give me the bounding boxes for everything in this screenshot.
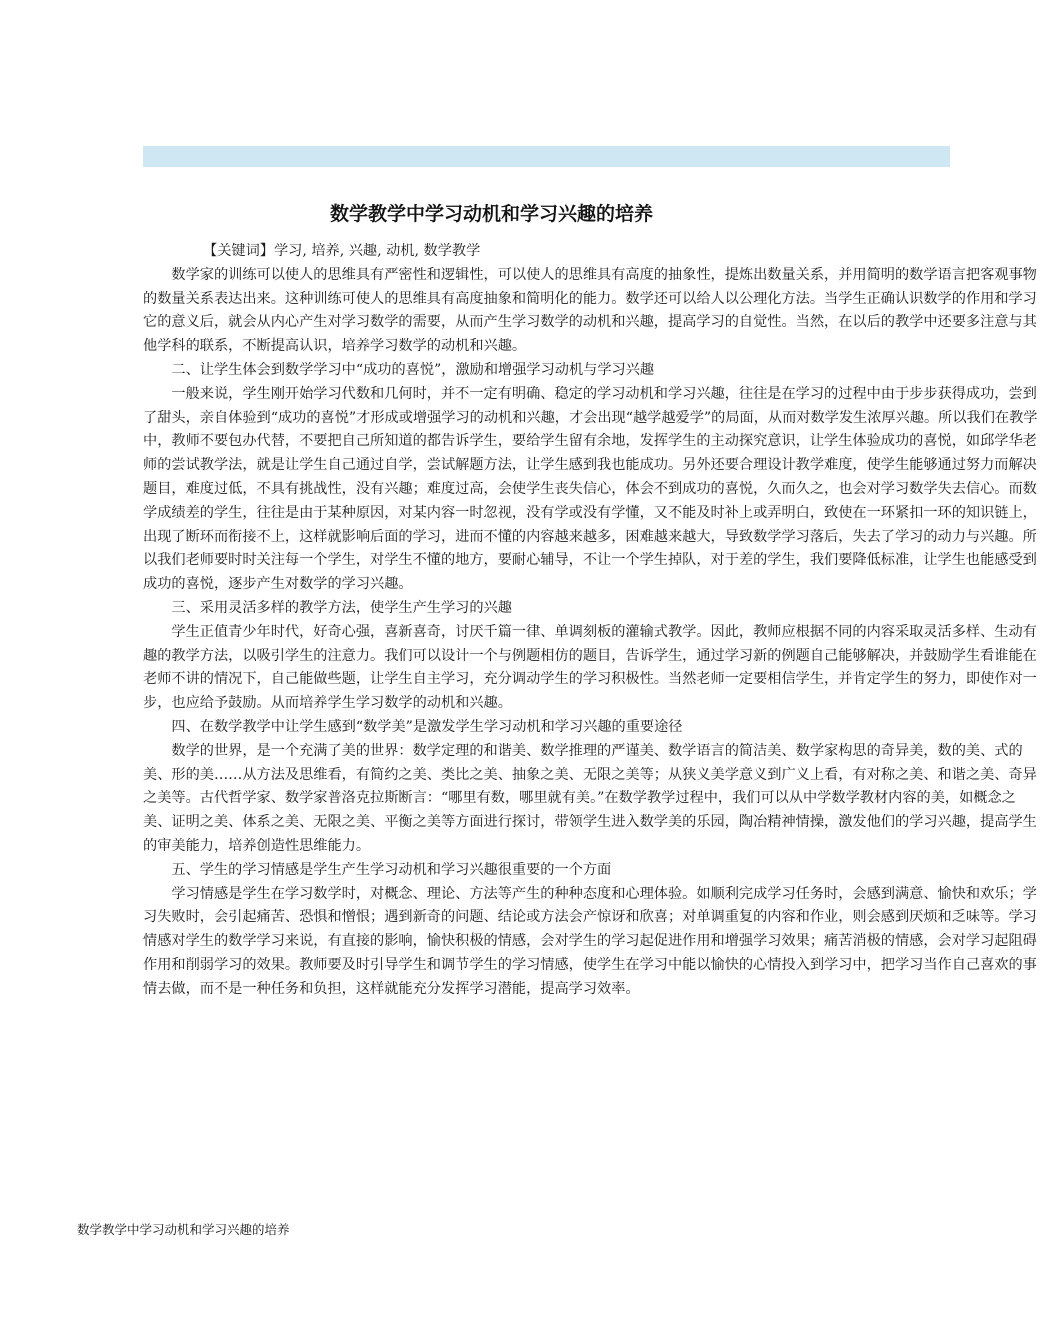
article-body [143, 240, 1038, 997]
section-heading-3: 三、采用灵活多样的教学方法，使学生产生学习的兴趣 [171, 599, 512, 616]
paragraph-section-4: 数学的世界，是一个充满了美的世界：数学定理的和谐美、数学推理的严谨美、数学语言的简洁美、数学家构思的奇异美，数的美、式的美、形的美……从方法及思维看，有简约之美、类比之美、抽象之美、无限之美等；从狭义美学意义到广义上看，有对称之美、和谐之美、奇异之美等。古代哲学家、数学家普洛克拉斯断言：“哪里有数，哪里就有美。”在数学教学过程中，我们可以从中学数学教材内容的美，如概念之美、证明之美、体系之美、无限之美、平衡之美等方面进行探讨，带领学生进入数学美的乐园，陶冶精神情操，激发他们的学习兴趣，提高学生的审美能力，培养创造性思维能力。 [143, 742, 1037, 854]
paragraph-intro: 数学家的训练可以使人的思维具有严密性和逻辑性，可以使人的思维具有高度的抽象性，提炼出数量关系，并用简明的数学语言把客观事物的数量关系表达出来。这种训练可使人的思维具有高度抽象和简明化的能力。数学还可以给人以公理化方法。当学生正确认识数学的作用和学习它的意义后，就会从内心产生对学习数学的需要，从而产生学习数学的动机和兴趣，提高学习的自觉性。当然，在以后的教学中还要多注意与其他学科的联系，不断提高认识，培养学习数学的动机和兴趣。 [143, 266, 1037, 355]
keywords-line: 【关键词】学习, 培养, 兴趣, 动机, 数学教学 [203, 243, 481, 259]
paragraph-section-2: 一般来说，学生刚开始学习代数和几何时，并不一定有明确、稳定的学习动机和学习兴趣，往往是在学习的过程中由于步步获得成功，尝到了甜头，亲自体验到“成功的喜悦”才形成或增强学习的动机和兴趣，才会出现“越学越爱学”的局面，从而对数学发生浓厚兴趣。所以我们在教学中，教师不要包办代替，不要把自己所知道的都告诉学生，要给学生留有余地，发挥学生的主动探究意识，让学生体验成功的喜悦，如邱学华老师的尝试教学法，就是让学生自己通过自学，尝试解题方法，让学生感到我也能成功。另外还要合理设计教学难度，使学生能够通过努力而解决题目，难度过低，不具有挑战性，没有兴趣；难度过高，会使学生丧失信心，体会不到成功的喜悦，久而久之，也会对学习数学失去信心。而数学成绩差的学生，往往是由于某种原因，对某内容一时忽视，没有学或没有学懂，又不能及时补上或弄明白，致使在一环紧扣一环的知识链上，出现了断环而衔接不上，这样就影响后面的学习，进而不懂的内容越来越多，困难越来越大，导致数学学习落后，失去了学习的动力与兴趣。所以我们老师要时时关注每一个学生，对学生不懂的地方，要耐心辅导，不让一个学生掉队，对于差的学生，我们要降低标准，让学生也能感受到成功的喜悦，逐步产生对数学的学习兴趣。 [143, 385, 1038, 593]
section-heading-5: 五、学生的学习情感是学生产生学习动机和学习兴趣很重要的一个方面 [171, 861, 612, 878]
footer-running-title: 数学教学中学习动机和学习兴趣的培养 [77, 1222, 290, 1237]
section-heading-4: 四、在数学教学中让学生感到“数学美”是激发学生学习动机和学习兴趣的重要途径 [171, 718, 683, 735]
section-heading-2: 二、让学生体会到数学学习中“成功的喜悦”，激励和增强学习动机与学习兴趣 [171, 361, 655, 378]
header-band [143, 146, 950, 167]
document-title: 数学教学中学习动机和学习兴趣的培养 [330, 203, 654, 225]
paragraph-section-5: 学习情感是学生在学习数学时，对概念、理论、方法等产生的种种态度和心理体验。如顺利完成学习任务时，会感到满意、愉快和欢乐；学习失败时，会引起痛苦、恐惧和憎恨；遇到新奇的问题、结论或方法会产惊讶和欣喜；对单调重复的内容和作业，则会感到厌烦和乏味等。学习情感对学生的数学学习来说，有直接的影响，愉快积极的情感，会对学生的学习起促进作用和增强学习效果；痛苦消极的情感，会对学习起阻碍作用和削弱学习的效果。教师要及时引导学生和调节学生的学习情感，使学生在学习中能以愉快的心情投入到学习中，把学习当作自己喜欢的事情去做，而不是一种任务和负担，这样就能充分发挥学习潜能，提高学习效率。 [143, 885, 1037, 997]
paragraph-section-3: 学生正值青少年时代，好奇心强，喜新喜奇，讨厌千篇一律、单调刻板的灌输式教学。因此，教师应根据不同的内容采取灵活多样、生动有趣的教学方法，以吸引学生的注意力。我们可以设计一个与例题相仿的题目，告诉学生，通过学习新的例题自己能够解决，并鼓励学生看谁能在老师不讲的情况下，自己能做些题，让学生自主学习，充分调动学生的学习积极性。当然老师一定要相信学生，并肯定学生的努力，即使作对一步，也应给予鼓励。从而培养学生学习数学的动机和兴趣。 [143, 623, 1037, 712]
